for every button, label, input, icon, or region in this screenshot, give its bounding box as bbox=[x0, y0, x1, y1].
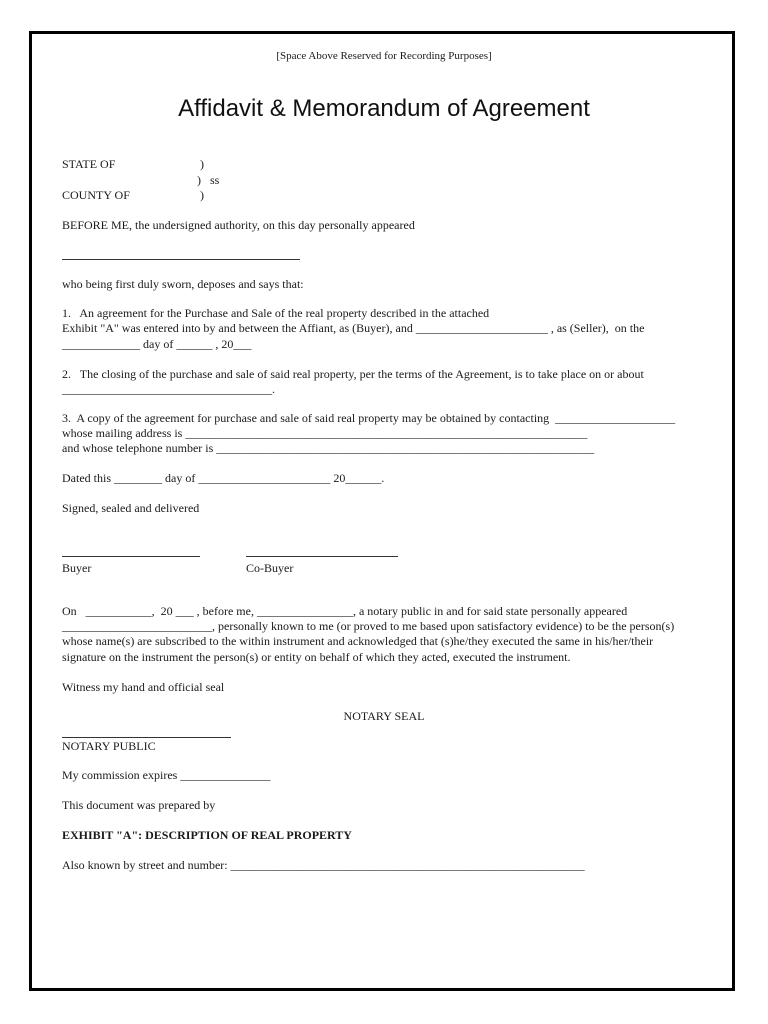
signed-text: Signed, sealed and delivered bbox=[62, 501, 200, 515]
notary-signature-line bbox=[62, 737, 231, 738]
notary-line-4: signature on the instrument the person(s) or entity on behalf of which they acted, executed the instrument. bbox=[62, 650, 571, 664]
notary-line-3: whose name(s) are subscribed to the within instrument and acknowledged that (s)he/they executed the same in his/her/their bbox=[62, 634, 654, 648]
notary-public-label: NOTARY PUBLIC bbox=[62, 739, 156, 753]
paren-1: ) bbox=[200, 157, 204, 171]
state-label: STATE OF bbox=[62, 157, 116, 171]
commission-text: My commission expires _______________ bbox=[62, 768, 271, 782]
prepared-by-text: This document was prepared by bbox=[62, 798, 216, 812]
clause-1-line-2: Exhibit "A" was entered into by and between the Affiant, as (Buyer), and ______________________ , as (Seller), on the bbox=[62, 321, 645, 335]
recording-space-note: [Space Above Reserved for Recording Purposes] bbox=[276, 50, 492, 62]
notary-seal-label: NOTARY SEAL bbox=[343, 709, 425, 723]
clause-1-line-3: _____________ day of ______ , 20___ bbox=[62, 337, 252, 351]
document-title: Affidavit & Memorandum of Agreement bbox=[178, 95, 590, 122]
clause-3-line-2: whose mailing address is ___________________________________________________________________ bbox=[62, 426, 588, 440]
sworn-text: who being first duly sworn, deposes and says that: bbox=[62, 277, 304, 291]
notary-line-1: On ___________, 20 ___ , before me, ________________, a notary public in and for said state personally appeared bbox=[62, 604, 628, 618]
clause-3-line-3: and whose telephone number is _______________________________________________________________ bbox=[62, 441, 595, 455]
witness-text: Witness my hand and official seal bbox=[62, 680, 225, 694]
ss-line: ) ss bbox=[197, 173, 220, 187]
paren-2: ) bbox=[200, 188, 204, 202]
appearing-person-line bbox=[62, 259, 300, 260]
clause-1-line-1: 1. An agreement for the Purchase and Sale of the real property described in the attached bbox=[62, 306, 490, 320]
cobuyer-label: Co-Buyer bbox=[246, 561, 294, 575]
before-me-text: BEFORE ME, the undersigned authority, on this day personally appeared bbox=[62, 218, 415, 232]
street-address-line: Also known by street and number: ___________________________________________________________ bbox=[62, 858, 585, 872]
cobuyer-signature-line bbox=[246, 556, 398, 557]
dated-line: Dated this ________ day of ______________________ 20______. bbox=[62, 471, 385, 485]
notary-line-2: _________________________, personally known to me (or proved to me based upon satisfactory evidence) to be the person(s) bbox=[62, 619, 675, 633]
clause-3-line-1: 3. A copy of the agreement for purchase and sale of said real property may be obtained by contacting ____________________ bbox=[62, 411, 676, 425]
clause-2-line-1: 2. The closing of the purchase and sale of said real property, per the terms of the Agreement, is to take place on or about bbox=[62, 367, 644, 381]
exhibit-heading: EXHIBIT "A": DESCRIPTION OF REAL PROPERTY bbox=[62, 828, 352, 842]
buyer-signature-line bbox=[62, 556, 200, 557]
county-label: COUNTY OF bbox=[62, 188, 130, 202]
clause-2-line-2: ___________________________________. bbox=[62, 382, 275, 396]
buyer-label: Buyer bbox=[62, 561, 92, 575]
